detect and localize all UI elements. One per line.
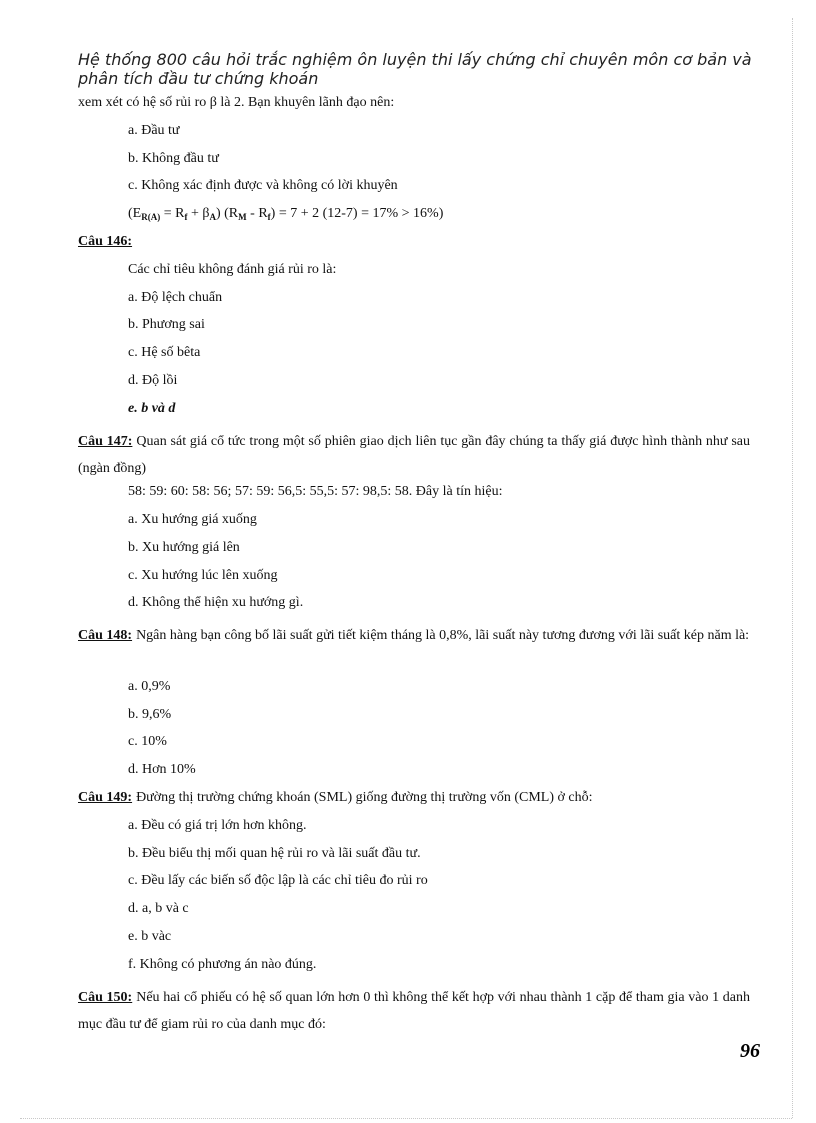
header-line-2: phân tích đầu tư chứng khoán bbox=[78, 69, 319, 88]
formula-part: = R bbox=[160, 206, 185, 222]
running-header bbox=[78, 50, 758, 88]
question-149 bbox=[78, 789, 750, 817]
formula-part: - R bbox=[246, 206, 268, 222]
prev-option-c: c. Không xác định được và không có lời khuyên bbox=[128, 178, 398, 194]
q146-option-a: a. Độ lệch chuẩn bbox=[128, 289, 223, 305]
q147-option-b: b. Xu hướng giá lên bbox=[128, 539, 240, 555]
answer-text: e. b và d bbox=[128, 400, 176, 416]
formula-sub: A bbox=[209, 212, 216, 223]
page-number: 96 bbox=[740, 1040, 760, 1062]
question-146 bbox=[78, 233, 750, 261]
formula-sub: M bbox=[238, 212, 247, 223]
page-content bbox=[78, 94, 750, 1039]
prev-option-a: a. Đầu tư bbox=[128, 122, 180, 138]
formula-sub: f bbox=[184, 212, 188, 223]
question-150 bbox=[78, 984, 750, 1040]
prev-formula bbox=[78, 205, 750, 233]
question-label: Câu 147: bbox=[78, 433, 133, 449]
q148-option-d: d. Hơn 10% bbox=[128, 762, 196, 778]
q146-option-c: c. Hệ số bêta bbox=[128, 345, 201, 361]
prev-option-b: b. Không đầu tư bbox=[128, 150, 219, 166]
q146-answer bbox=[78, 400, 750, 428]
question-text: Quan sát giá cổ tức trong một số phiên giao dịch liên tục gần đây chúng ta thấy giá được hình thành như sau (ngàn đồng) bbox=[78, 433, 750, 477]
question-text: Nếu hai cổ phiếu có hệ số quan lớn hơn 0 thì không thể kết hợp với nhau thành 1 cặp để tham gia vào 1 danh mục đầu tư để giam rủi ro của danh mục đó: bbox=[78, 989, 750, 1033]
formula-part: ) (R bbox=[215, 206, 239, 222]
q148-option-c: c. 10% bbox=[128, 734, 167, 750]
q149-option-f: f. Không có phương án nào đúng. bbox=[128, 956, 317, 972]
question-label: Câu 150: bbox=[78, 989, 133, 1005]
question-148 bbox=[78, 622, 750, 678]
prev-continuation: xem xét có hệ số rủi ro β là 2. Bạn khuyên lãnh đạo nên: bbox=[78, 95, 395, 110]
q147-data-line: 58: 59: 60: 58: 56; 57: 59: 56,5: 55,5: 57: 98,5: 58. Đây là tín hiệu: bbox=[128, 484, 503, 500]
question-label: Câu 149: bbox=[78, 789, 133, 805]
question-label: Câu 148: bbox=[78, 628, 133, 644]
q147-option-c: c. Xu hướng lúc lên xuống bbox=[128, 567, 278, 583]
header-line-1: Hệ thống 800 câu hỏi trắc nghiệm ôn luyện thi lấy chứng chỉ chuyên môn cơ bản và bbox=[78, 50, 752, 69]
question-147 bbox=[78, 428, 750, 484]
q149-option-c: c. Đều lấy các biến số độc lập là các chỉ tiêu đo rủi ro bbox=[128, 873, 428, 889]
q147-option-d: d. Không thể hiện xu hướng gì. bbox=[128, 595, 304, 611]
page-edge-right bbox=[792, 18, 793, 1118]
q147-option-a: a. Xu hướng giá xuống bbox=[128, 511, 257, 527]
question-text: Ngân hàng bạn công bố lãi suất gửi tiết kiệm tháng là 0,8%, lãi suất này tương đương với lãi suất kép năm là: bbox=[136, 628, 750, 644]
q146-option-b: b. Phương sai bbox=[128, 317, 205, 333]
q149-option-a: a. Đều có giá trị lớn hơn không. bbox=[128, 817, 307, 833]
q149-option-d: d. a, b và c bbox=[128, 901, 189, 917]
q149-option-b: b. Đều biểu thị mối quan hệ rủi ro và lãi suất đầu tư. bbox=[128, 845, 421, 861]
formula-sub: f bbox=[267, 212, 271, 223]
formula-part: + β bbox=[187, 206, 210, 222]
question-label: Câu 146: bbox=[78, 233, 133, 249]
question-text: Các chỉ tiêu không đánh giá rủi ro là: bbox=[128, 261, 337, 277]
page-edge-bottom bbox=[20, 1118, 792, 1119]
formula-part: (E bbox=[128, 206, 142, 222]
q146-option-d: d. Độ lồi bbox=[128, 372, 178, 388]
q148-option-a: a. 0,9% bbox=[128, 678, 171, 694]
q148-option-b: b. 9,6% bbox=[128, 706, 172, 722]
formula-sub: R(A) bbox=[141, 212, 161, 223]
q149-option-e: e. b vàc bbox=[128, 928, 172, 944]
formula-part: ) = 7 + 2 (12-7) = 17% > 16%) bbox=[270, 206, 444, 222]
question-text: Đường thị trường chứng khoán (SML) giống đường thị trường vốn (CML) ở chỗ: bbox=[136, 789, 593, 805]
